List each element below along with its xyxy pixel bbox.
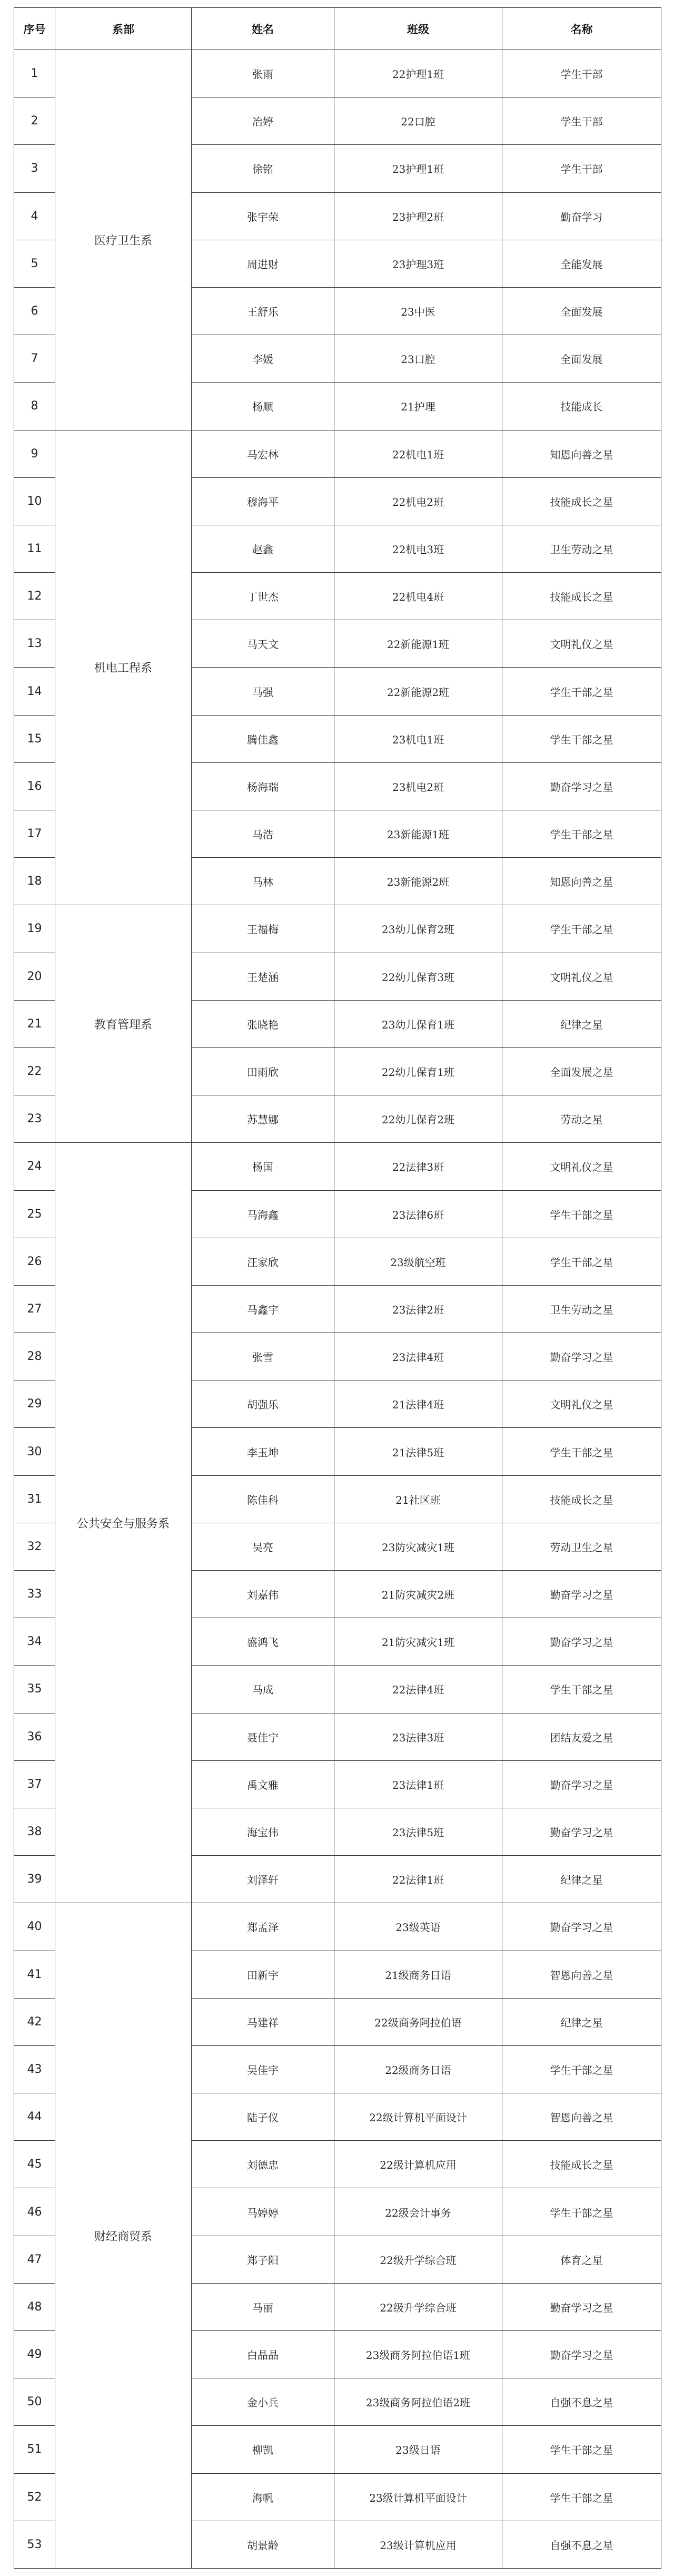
class-cell: 21防灾减灾1班 (334, 1618, 502, 1666)
header-department: 系部 (55, 8, 192, 50)
department-cell: 财经商贸系 (55, 1903, 192, 2569)
award-title-cell: 勤奋学习之星 (502, 2283, 661, 2330)
row-index-cell: 28 (14, 1333, 55, 1380)
student-name-cell: 吴亮 (192, 1523, 334, 1570)
row-index-cell: 25 (14, 1190, 55, 1238)
student-name-cell: 张雪 (192, 1333, 334, 1380)
award-title-cell: 学生干部 (502, 145, 661, 192)
row-index-cell: 41 (14, 1951, 55, 1998)
class-cell: 22级会计事务 (334, 2188, 502, 2236)
award-title-cell: 勤奋学习之星 (502, 1333, 661, 1380)
student-name-cell: 海宝伟 (192, 1808, 334, 1855)
class-cell: 23法律2班 (334, 1285, 502, 1333)
class-cell: 23口腔 (334, 335, 502, 383)
award-title-cell: 勤奋学习之星 (502, 762, 661, 810)
award-title-cell: 文明礼仪之星 (502, 620, 661, 668)
award-title-cell: 学生干部之星 (502, 715, 661, 762)
award-title-cell: 卫生劳动之星 (502, 1285, 661, 1333)
award-title-cell: 文明礼仪之星 (502, 1143, 661, 1190)
class-cell: 23法律4班 (334, 1333, 502, 1380)
class-cell: 22级计算机应用 (334, 2141, 502, 2188)
row-index-cell: 5 (14, 240, 55, 287)
student-name-cell: 聂佳宁 (192, 1713, 334, 1760)
student-name-cell: 郑子阳 (192, 2236, 334, 2283)
student-name-cell: 王舒乐 (192, 287, 334, 335)
award-title-cell: 技能成长之星 (502, 2141, 661, 2188)
row-index-cell: 27 (14, 1285, 55, 1333)
class-cell: 23护理1班 (334, 145, 502, 192)
class-cell: 23级英语 (334, 1903, 502, 1951)
award-title-cell: 文明礼仪之星 (502, 953, 661, 1000)
row-index-cell: 6 (14, 287, 55, 335)
row-index-cell: 18 (14, 858, 55, 905)
student-name-cell: 汪家欣 (192, 1238, 334, 1285)
row-index-cell: 12 (14, 573, 55, 620)
award-title-cell: 学生干部之星 (502, 905, 661, 953)
student-name-cell: 杨顺 (192, 383, 334, 430)
row-index-cell: 53 (14, 2521, 55, 2568)
class-cell: 22幼儿保育2班 (334, 1095, 502, 1143)
header-name: 姓名 (192, 8, 334, 50)
row-index-cell: 45 (14, 2141, 55, 2188)
class-cell: 23级商务阿拉伯语1班 (334, 2331, 502, 2378)
department-cell: 机电工程系 (55, 430, 192, 905)
row-index-cell: 29 (14, 1380, 55, 1428)
table-body (14, 50, 661, 2569)
class-cell: 23幼儿保育1班 (334, 1000, 502, 1047)
row-index-cell: 9 (14, 430, 55, 477)
class-cell: 23新能源1班 (334, 810, 502, 858)
row-index-cell: 10 (14, 477, 55, 525)
class-cell: 23护理2班 (334, 192, 502, 240)
row-index-cell: 40 (14, 1903, 55, 1951)
row-index-cell: 50 (14, 2378, 55, 2426)
department-cell: 教育管理系 (55, 905, 192, 1143)
row-index-cell: 7 (14, 335, 55, 383)
student-name-cell: 张雨 (192, 50, 334, 97)
award-title-cell: 学生干部 (502, 97, 661, 145)
award-title-cell: 勤奋学习之星 (502, 1808, 661, 1855)
class-cell: 23法律6班 (334, 1190, 502, 1238)
student-name-cell: 马天文 (192, 620, 334, 668)
row-index-cell: 33 (14, 1571, 55, 1618)
class-cell: 23法律5班 (334, 1808, 502, 1855)
award-title-cell: 学生干部之星 (502, 2473, 661, 2521)
class-cell: 23防灾减灾1班 (334, 1523, 502, 1570)
class-cell: 22新能源1班 (334, 620, 502, 668)
class-cell: 23级航空班 (334, 1238, 502, 1285)
student-name-cell: 胡强乐 (192, 1380, 334, 1428)
row-index-cell: 11 (14, 525, 55, 572)
row-index-cell: 37 (14, 1760, 55, 1808)
award-title-cell: 学生干部之星 (502, 1666, 661, 1713)
award-title-cell: 学生干部之星 (502, 1428, 661, 1475)
class-cell: 23机电2班 (334, 762, 502, 810)
student-name-cell: 海帆 (192, 2473, 334, 2521)
student-name-cell: 丁世杰 (192, 573, 334, 620)
award-title-cell: 自强不息之星 (502, 2378, 661, 2426)
row-index-cell: 19 (14, 905, 55, 953)
student-name-cell: 赵鑫 (192, 525, 334, 572)
student-name-cell: 李玉坤 (192, 1428, 334, 1475)
award-title-cell: 劳动卫生之星 (502, 1523, 661, 1570)
class-cell: 21防灾减灾2班 (334, 1571, 502, 1618)
award-title-cell: 勤奋学习 (502, 192, 661, 240)
student-name-cell: 腾佳鑫 (192, 715, 334, 762)
class-cell: 23级计算机应用 (334, 2521, 502, 2568)
student-name-cell: 吴佳宇 (192, 2045, 334, 2093)
award-title-cell: 勤奋学习之星 (502, 1618, 661, 1666)
student-name-cell: 李媛 (192, 335, 334, 383)
award-title-cell: 学生干部之星 (502, 1190, 661, 1238)
row-index-cell: 15 (14, 715, 55, 762)
student-name-cell: 陆子仪 (192, 2093, 334, 2141)
award-title-cell: 勤奋学习之星 (502, 1571, 661, 1618)
class-cell: 22级升学综合班 (334, 2236, 502, 2283)
class-cell: 22机电2班 (334, 477, 502, 525)
row-index-cell: 4 (14, 192, 55, 240)
row-index-cell: 20 (14, 953, 55, 1000)
row-index-cell: 8 (14, 383, 55, 430)
student-name-cell: 田雨欣 (192, 1047, 334, 1095)
student-name-cell: 张晓艳 (192, 1000, 334, 1047)
award-title-cell: 文明礼仪之星 (502, 1380, 661, 1428)
student-name-cell: 王楚涵 (192, 953, 334, 1000)
award-title-cell: 纪律之星 (502, 1000, 661, 1047)
row-index-cell: 16 (14, 762, 55, 810)
row-index-cell: 49 (14, 2331, 55, 2378)
student-name-cell: 刘泽轩 (192, 1856, 334, 1903)
row-index-cell: 52 (14, 2473, 55, 2521)
student-name-cell: 禹文雅 (192, 1760, 334, 1808)
row-index-cell: 51 (14, 2426, 55, 2473)
student-name-cell: 马强 (192, 668, 334, 715)
class-cell: 22法律1班 (334, 1856, 502, 1903)
student-name-cell: 杨国 (192, 1143, 334, 1190)
class-cell: 21护理 (334, 383, 502, 430)
class-cell: 22法律4班 (334, 1666, 502, 1713)
row-index-cell: 48 (14, 2283, 55, 2330)
class-cell: 22机电3班 (334, 525, 502, 572)
row-index-cell: 14 (14, 668, 55, 715)
class-cell: 23级商务阿拉伯语2班 (334, 2378, 502, 2426)
student-name-cell: 张宇荣 (192, 192, 334, 240)
award-title-cell: 学生干部之星 (502, 2188, 661, 2236)
student-name-cell: 陈佳科 (192, 1475, 334, 1523)
student-name-cell: 马丽 (192, 2283, 334, 2330)
class-cell: 22级升学综合班 (334, 2283, 502, 2330)
award-title-cell: 纪律之星 (502, 1856, 661, 1903)
student-name-cell: 周进财 (192, 240, 334, 287)
award-title-cell: 学生干部之星 (502, 1238, 661, 1285)
header-index: 序号 (14, 8, 55, 50)
award-title-cell: 学生干部之星 (502, 2426, 661, 2473)
row-index-cell: 36 (14, 1713, 55, 1760)
class-cell: 22级商务阿拉伯语 (334, 1998, 502, 2045)
table-row (14, 50, 661, 97)
student-name-cell: 柳凯 (192, 2426, 334, 2473)
class-cell: 22级计算机平面设计 (334, 2093, 502, 2141)
row-index-cell: 34 (14, 1618, 55, 1666)
student-name-cell: 马宏林 (192, 430, 334, 477)
student-name-cell: 金小兵 (192, 2378, 334, 2426)
table-row (14, 430, 661, 477)
table-row (14, 1903, 661, 1951)
award-title-cell: 勤奋学习之星 (502, 2331, 661, 2378)
award-title-cell: 技能成长 (502, 383, 661, 430)
student-name-cell: 刘嘉伟 (192, 1571, 334, 1618)
award-title-cell: 学生干部之星 (502, 668, 661, 715)
row-index-cell: 31 (14, 1475, 55, 1523)
student-name-cell: 穆海平 (192, 477, 334, 525)
row-index-cell: 13 (14, 620, 55, 668)
class-cell: 22幼儿保育1班 (334, 1047, 502, 1095)
class-cell: 23机电1班 (334, 715, 502, 762)
class-cell: 23级计算机平面设计 (334, 2473, 502, 2521)
row-index-cell: 44 (14, 2093, 55, 2141)
class-cell: 23护理3班 (334, 240, 502, 287)
header-row (14, 8, 661, 50)
row-index-cell: 24 (14, 1143, 55, 1190)
class-cell: 22幼儿保育3班 (334, 953, 502, 1000)
award-title-cell: 全面发展之星 (502, 1047, 661, 1095)
award-title-cell: 技能成长之星 (502, 1475, 661, 1523)
student-name-cell: 马浩 (192, 810, 334, 858)
student-name-cell: 杨海瑞 (192, 762, 334, 810)
student-name-cell: 徐铭 (192, 145, 334, 192)
table-row (14, 1143, 661, 1190)
student-name-cell: 马海鑫 (192, 1190, 334, 1238)
class-cell: 23新能源2班 (334, 858, 502, 905)
row-index-cell: 46 (14, 2188, 55, 2236)
award-title-cell: 卫生劳动之星 (502, 525, 661, 572)
class-cell: 23幼儿保育2班 (334, 905, 502, 953)
student-name-cell: 白晶晶 (192, 2331, 334, 2378)
award-title-cell: 纪律之星 (502, 1998, 661, 2045)
award-title-cell: 知恩向善之星 (502, 430, 661, 477)
award-title-cell: 学生干部 (502, 50, 661, 97)
row-index-cell: 21 (14, 1000, 55, 1047)
student-name-cell: 郑孟泽 (192, 1903, 334, 1951)
class-cell: 23法律1班 (334, 1760, 502, 1808)
row-index-cell: 35 (14, 1666, 55, 1713)
row-index-cell: 26 (14, 1238, 55, 1285)
class-cell: 21社区班 (334, 1475, 502, 1523)
class-cell: 21法律4班 (334, 1380, 502, 1428)
class-cell: 22护理1班 (334, 50, 502, 97)
class-cell: 23中医 (334, 287, 502, 335)
class-cell: 22法律3班 (334, 1143, 502, 1190)
award-title-cell: 学生干部之星 (502, 2045, 661, 2093)
student-name-cell: 王福梅 (192, 905, 334, 953)
row-index-cell: 23 (14, 1095, 55, 1143)
student-name-cell: 刘德忠 (192, 2141, 334, 2188)
header-class: 班级 (334, 8, 502, 50)
row-index-cell: 42 (14, 1998, 55, 2045)
class-cell: 22口腔 (334, 97, 502, 145)
department-cell: 医疗卫生系 (55, 50, 192, 430)
header-title: 名称 (502, 8, 661, 50)
student-name-cell: 苏慧娜 (192, 1095, 334, 1143)
award-title-cell: 勤奋学习之星 (502, 1760, 661, 1808)
class-cell: 22级商务日语 (334, 2045, 502, 2093)
award-title-cell: 智恩向善之星 (502, 1951, 661, 1998)
student-name-cell: 马鑫宇 (192, 1285, 334, 1333)
department-cell: 公共安全与服务系 (55, 1143, 192, 1903)
row-index-cell: 1 (14, 50, 55, 97)
award-title-cell: 技能成长之星 (502, 573, 661, 620)
student-name-cell: 胡景龄 (192, 2521, 334, 2568)
class-cell: 22机电1班 (334, 430, 502, 477)
row-index-cell: 43 (14, 2045, 55, 2093)
student-award-table (14, 7, 661, 2569)
class-cell: 21级商务日语 (334, 1951, 502, 1998)
student-name-cell: 田新宇 (192, 1951, 334, 1998)
award-title-cell: 全能发展 (502, 240, 661, 287)
row-index-cell: 2 (14, 97, 55, 145)
award-title-cell: 知恩向善之星 (502, 858, 661, 905)
student-name-cell: 冶婷 (192, 97, 334, 145)
row-index-cell: 47 (14, 2236, 55, 2283)
class-cell: 21法律5班 (334, 1428, 502, 1475)
table-row (14, 905, 661, 953)
award-title-cell: 学生干部之星 (502, 810, 661, 858)
student-name-cell: 马成 (192, 1666, 334, 1713)
row-index-cell: 30 (14, 1428, 55, 1475)
class-cell: 23法律3班 (334, 1713, 502, 1760)
row-index-cell: 17 (14, 810, 55, 858)
student-name-cell: 盛鸿飞 (192, 1618, 334, 1666)
student-name-cell: 马建祥 (192, 1998, 334, 2045)
class-cell: 22新能源2班 (334, 668, 502, 715)
award-title-cell: 自强不息之星 (502, 2521, 661, 2568)
award-title-cell: 体育之星 (502, 2236, 661, 2283)
award-list (14, 7, 661, 2569)
row-index-cell: 3 (14, 145, 55, 192)
award-title-cell: 全面发展 (502, 335, 661, 383)
class-cell: 23级日语 (334, 2426, 502, 2473)
row-index-cell: 32 (14, 1523, 55, 1570)
award-title-cell: 技能成长之星 (502, 477, 661, 525)
student-name-cell: 马林 (192, 858, 334, 905)
row-index-cell: 39 (14, 1856, 55, 1903)
award-title-cell: 全面发展 (502, 287, 661, 335)
student-name-cell: 马婷婷 (192, 2188, 334, 2236)
award-title-cell: 劳动之星 (502, 1095, 661, 1143)
award-title-cell: 团结友爱之星 (502, 1713, 661, 1760)
row-index-cell: 38 (14, 1808, 55, 1855)
award-title-cell: 智恩向善之星 (502, 2093, 661, 2141)
row-index-cell: 22 (14, 1047, 55, 1095)
class-cell: 22机电4班 (334, 573, 502, 620)
award-title-cell: 勤奋学习之星 (502, 1903, 661, 1951)
